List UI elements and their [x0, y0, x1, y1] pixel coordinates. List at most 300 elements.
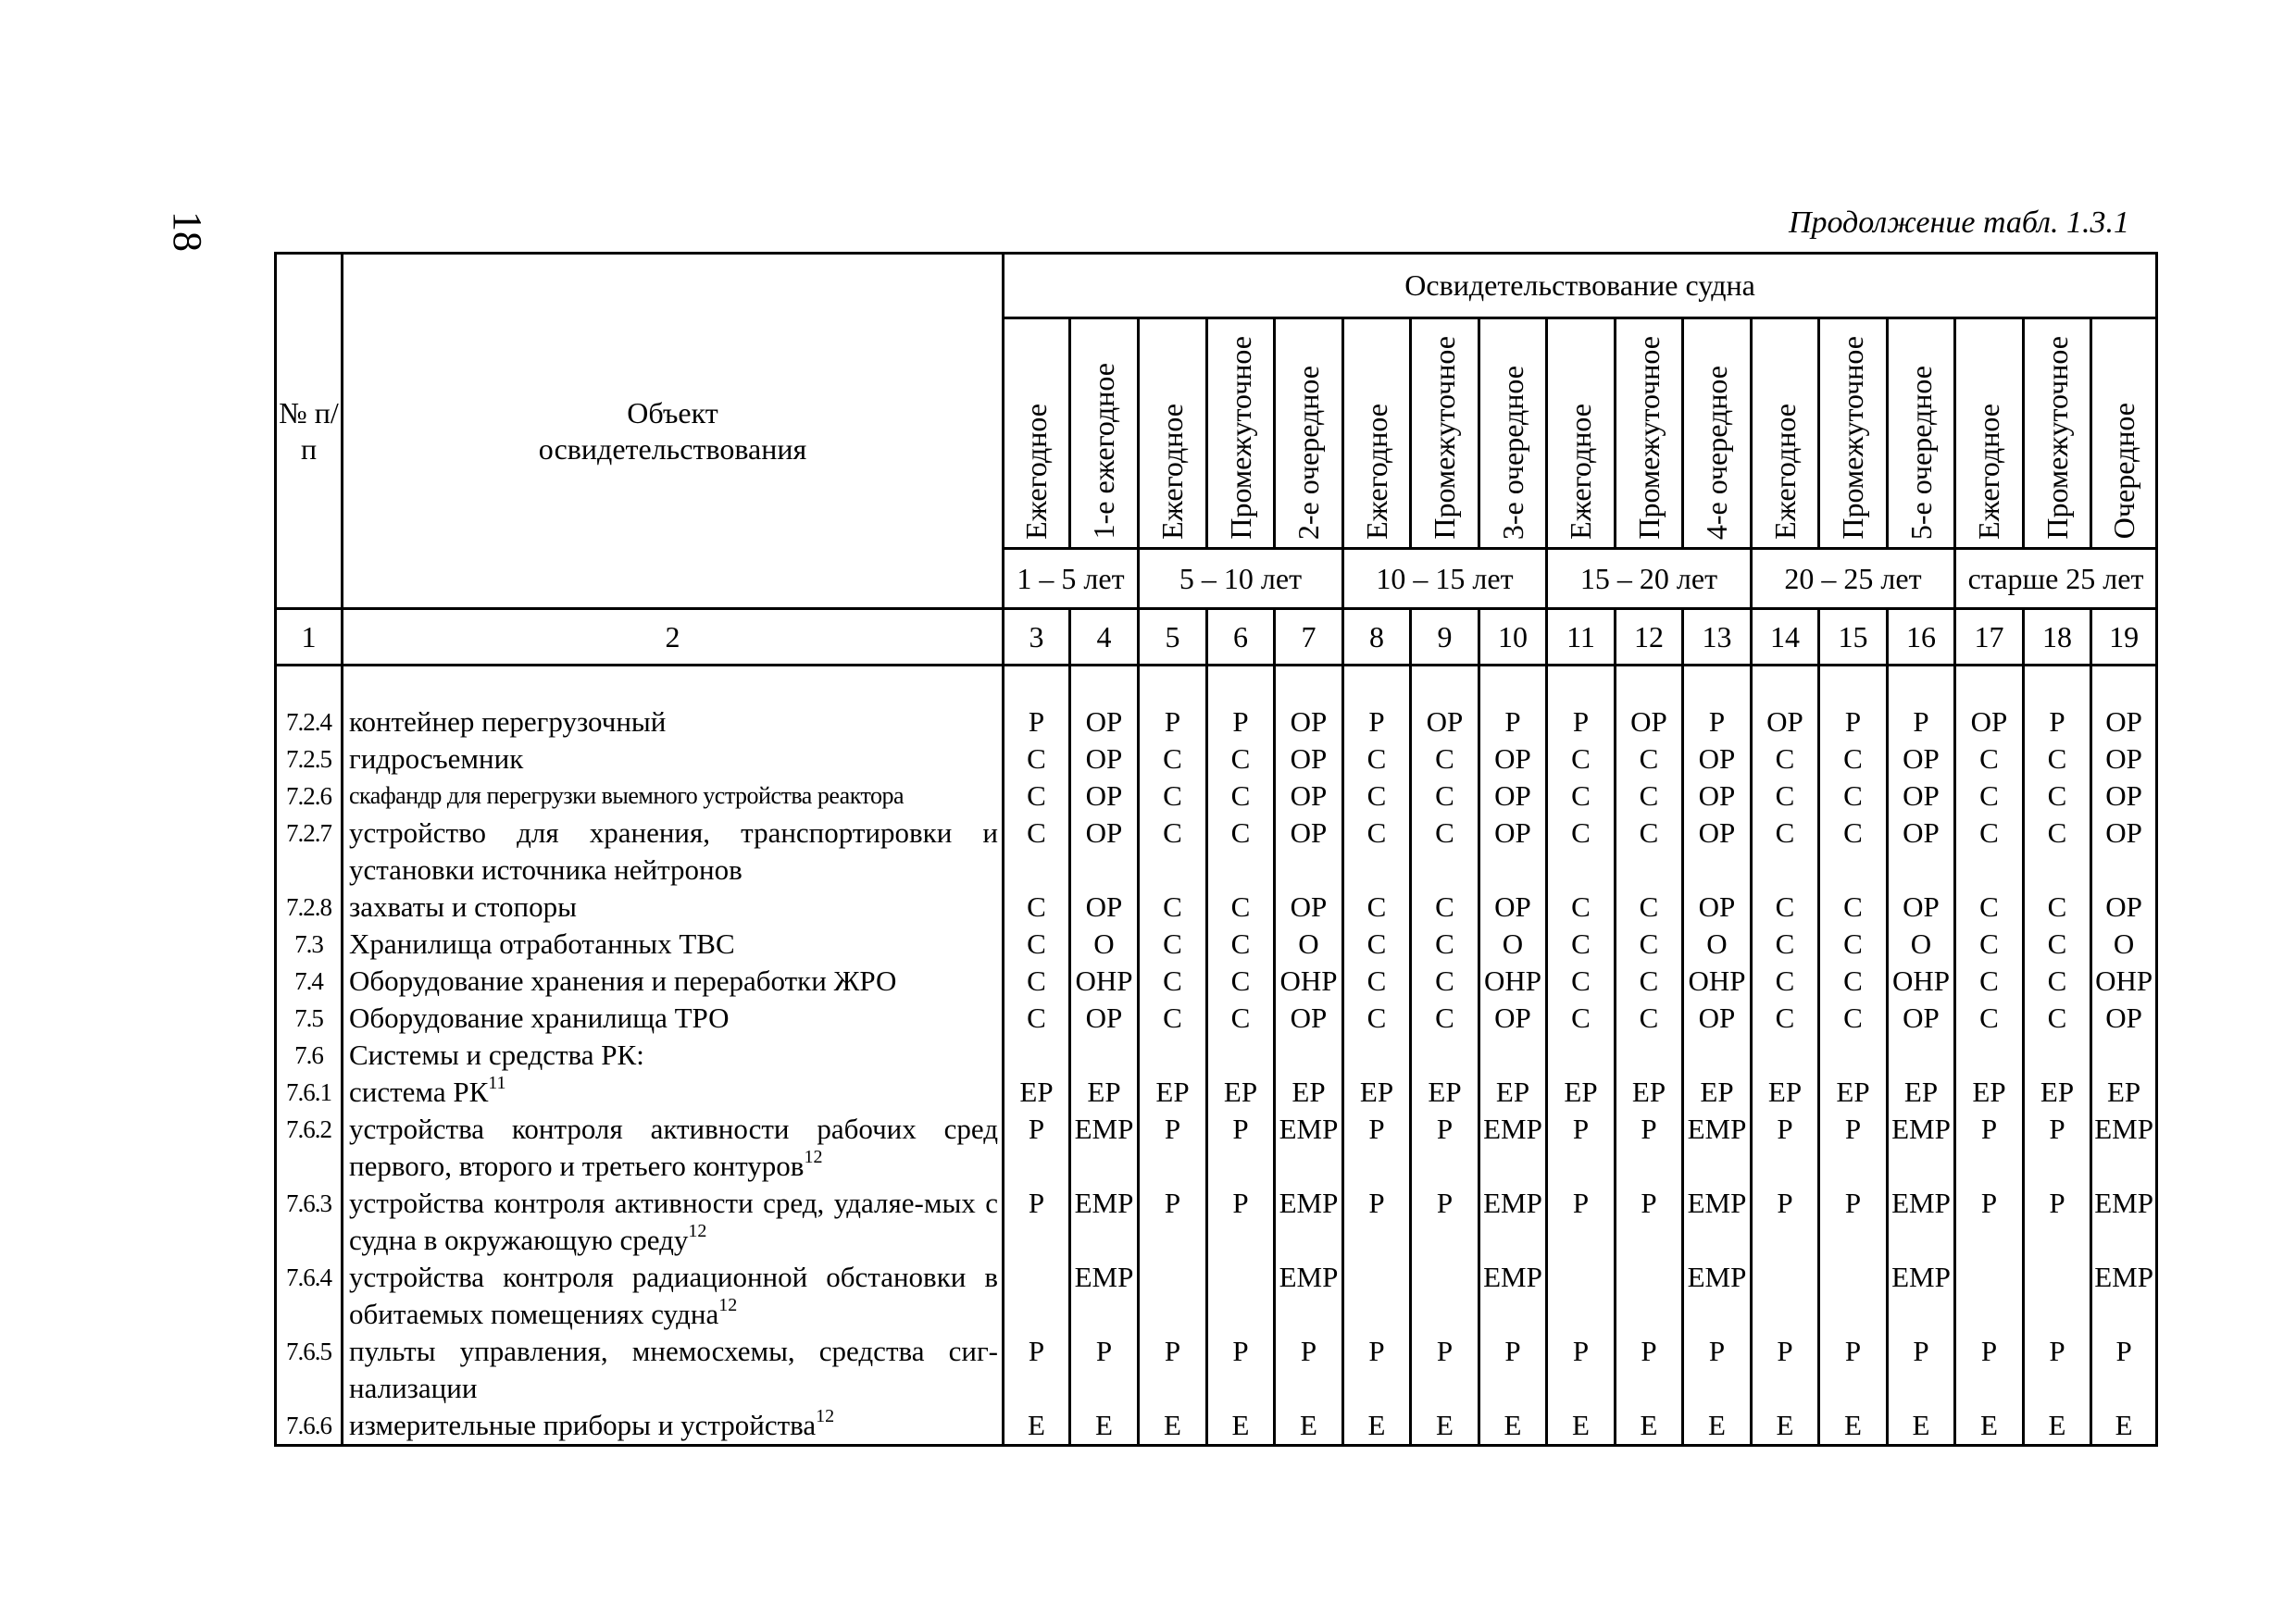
column-number: 16 [1888, 609, 1955, 666]
survey-value [1752, 1037, 1819, 1074]
survey-value: Е [1752, 1407, 1819, 1446]
survey-value: С [1616, 889, 1683, 926]
survey-value: ОР [2091, 741, 2157, 778]
survey-value: ЕМР [1070, 1185, 1139, 1259]
survey-value [1139, 1259, 1207, 1333]
survey-value: С [1955, 778, 2024, 815]
survey-value: ЕР [2024, 1074, 2091, 1111]
row-number: 7.6 [276, 1037, 343, 1074]
row-object [343, 1111, 1004, 1185]
column-number: 11 [1547, 609, 1616, 666]
column-number: 13 [1683, 609, 1752, 666]
survey-value [1955, 1037, 2024, 1074]
column-number: 10 [1479, 609, 1547, 666]
survey-value: ЕР [1411, 1074, 1479, 1111]
column-number: 18 [2024, 609, 2091, 666]
survey-value: С [2024, 1000, 2091, 1037]
survey-value: С [1616, 1000, 1683, 1037]
survey-value: С [2024, 815, 2091, 889]
survey-value: С [1752, 963, 1819, 1000]
survey-value [1004, 1037, 1070, 1074]
survey-value: С [1004, 889, 1070, 926]
survey-value: Р [1139, 703, 1207, 741]
survey-value: ОР [2091, 1000, 2157, 1037]
table-row [276, 741, 2157, 778]
survey-type-label: Промежуточное [1223, 336, 1257, 540]
survey-value: С [1411, 741, 1479, 778]
survey-value: Р [1207, 1111, 1275, 1185]
table-row [276, 1185, 2157, 1259]
survey-value [1070, 1037, 1139, 1074]
survey-value: Р [1004, 703, 1070, 741]
survey-value [1411, 1259, 1479, 1333]
survey-value: Р [1819, 1333, 1888, 1407]
row-number: 7.6.2 [276, 1111, 343, 1185]
survey-value: С [1752, 741, 1819, 778]
survey-type-header [1004, 318, 1070, 549]
survey-value: С [1547, 778, 1616, 815]
survey-value: С [1752, 1000, 1819, 1037]
survey-value: Р [1207, 1185, 1275, 1259]
table-row [276, 1111, 2157, 1185]
survey-value: Р [1343, 1333, 1411, 1407]
survey-value: ОР [1275, 741, 1343, 778]
survey-value: Р [1411, 1185, 1479, 1259]
table-row [276, 963, 2157, 1000]
survey-value: ОР [2091, 889, 2157, 926]
survey-type-header [1343, 318, 1411, 549]
survey-value: ЕМР [1275, 1185, 1343, 1259]
header-survey: Освидетельствование судна [1004, 254, 2157, 318]
survey-value: Р [1752, 1111, 1819, 1185]
table-row [276, 1074, 2157, 1111]
row-object-text: пульты управления, мнемосхемы, средства сиг-нализации [349, 1335, 998, 1404]
survey-value: О [1888, 926, 1955, 963]
survey-value: ОР [1275, 1000, 1343, 1037]
age-group: 10 – 15 лет [1343, 549, 1547, 609]
row-object [343, 889, 1004, 926]
survey-value: Р [1343, 1185, 1411, 1259]
survey-value: ЕМР [2091, 1111, 2157, 1185]
row-object [343, 1000, 1004, 1037]
column-number: 6 [1207, 609, 1275, 666]
survey-value: ЕМР [1479, 1259, 1547, 1333]
survey-value: Е [1955, 1407, 2024, 1446]
survey-value: ЕР [1547, 1074, 1616, 1111]
survey-value: С [1819, 778, 1888, 815]
survey-type-header [2024, 318, 2091, 549]
survey-value: С [1411, 926, 1479, 963]
survey-value [1616, 1037, 1683, 1074]
survey-value [1547, 1037, 1616, 1074]
survey-value: ЕР [2091, 1074, 2157, 1111]
survey-value: ОР [1479, 741, 1547, 778]
survey-value: ОР [1479, 815, 1547, 889]
survey-value: С [1819, 963, 1888, 1000]
footnote-ref: 11 [488, 1073, 506, 1093]
survey-value [1411, 1037, 1479, 1074]
survey-value: ОР [2091, 703, 2157, 741]
survey-value: ЕМР [1070, 1111, 1139, 1185]
survey-value: ЕР [1070, 1074, 1139, 1111]
column-number: 4 [1070, 609, 1139, 666]
column-number: 19 [2091, 609, 2157, 666]
survey-value: С [1411, 1000, 1479, 1037]
table-row [276, 815, 2157, 889]
survey-value: ОР [1888, 1000, 1955, 1037]
column-number-row [276, 609, 2157, 666]
table-row [276, 1037, 2157, 1074]
table-caption: Продолжение табл. 1.3.1 [1788, 205, 2129, 240]
row-number: 7.2.8 [276, 889, 343, 926]
survey-value: ОР [1070, 741, 1139, 778]
survey-value: С [1819, 926, 1888, 963]
survey-value: Р [1207, 703, 1275, 741]
survey-value: С [1752, 778, 1819, 815]
row-number: 7.4 [276, 963, 343, 1000]
row-object-text: контейнер перегрузочный [349, 705, 667, 738]
survey-value: С [1343, 926, 1411, 963]
survey-value: Р [1275, 1333, 1343, 1407]
survey-value [1752, 1259, 1819, 1333]
row-number: 7.2.5 [276, 741, 343, 778]
survey-value: С [1955, 926, 2024, 963]
survey-value: Р [1616, 1111, 1683, 1185]
survey-value: ЕР [1752, 1074, 1819, 1111]
row-object-text: устройство для хранения, транспортировки и установки источника нейтронов [349, 816, 998, 886]
row-object [343, 703, 1004, 741]
survey-value: ОНР [1683, 963, 1752, 1000]
survey-value: С [1955, 815, 2024, 889]
survey-type-header [1275, 318, 1343, 549]
survey-value: ОНР [1275, 963, 1343, 1000]
survey-type-header [1207, 318, 1275, 549]
survey-value: ЕМР [1479, 1185, 1547, 1259]
survey-value: Р [1547, 703, 1616, 741]
survey-value: ОР [2091, 815, 2157, 889]
survey-value [1275, 1037, 1343, 1074]
survey-value: С [1343, 815, 1411, 889]
survey-value: ЕР [1955, 1074, 2024, 1111]
survey-value: Р [1547, 1333, 1616, 1407]
column-number: 8 [1343, 609, 1411, 666]
survey-value: О [2091, 926, 2157, 963]
survey-type-header [1411, 318, 1479, 549]
survey-type-label: Промежуточное [1836, 336, 1870, 540]
row-number: 7.6.5 [276, 1333, 343, 1407]
survey-value: С [2024, 778, 2091, 815]
survey-value: ЕМР [1479, 1111, 1547, 1185]
survey-value: ОР [1888, 778, 1955, 815]
survey-value: С [1547, 926, 1616, 963]
survey-value: ОР [1275, 703, 1343, 741]
survey-value: Р [1888, 1333, 1955, 1407]
survey-value: С [1411, 889, 1479, 926]
column-number: 1 [276, 609, 343, 666]
survey-value: ЕР [1616, 1074, 1683, 1111]
survey-value: С [1139, 741, 1207, 778]
survey-type-label: Промежуточное [1428, 336, 1462, 540]
survey-value: Р [1479, 703, 1547, 741]
survey-value: Р [2024, 703, 2091, 741]
survey-value: Е [1819, 1407, 1888, 1446]
survey-value: ОР [1955, 703, 2024, 741]
survey-value: Е [1616, 1407, 1683, 1446]
survey-value: Р [1479, 1333, 1547, 1407]
row-object-text: захваты и стопоры [349, 890, 577, 923]
survey-type-header [1819, 318, 1888, 549]
survey-value: ЕР [1343, 1074, 1411, 1111]
survey-value: С [1411, 815, 1479, 889]
column-number: 2 [343, 609, 1004, 666]
survey-value: ОР [1070, 889, 1139, 926]
survey-value: С [1004, 1000, 1070, 1037]
survey-value: С [1004, 741, 1070, 778]
survey-value: ОР [1070, 703, 1139, 741]
survey-value: Р [1955, 1111, 2024, 1185]
row-object-text: Оборудование хранилища ТРО [349, 1002, 730, 1034]
row-object-text: Оборудование хранения и переработки ЖРО [349, 965, 897, 997]
survey-value: ЕР [1888, 1074, 1955, 1111]
survey-value: Е [1139, 1407, 1207, 1446]
survey-value: ОР [1479, 778, 1547, 815]
row-object [343, 926, 1004, 963]
survey-value: С [2024, 889, 2091, 926]
survey-value: ОР [1752, 703, 1819, 741]
survey-value [1207, 1259, 1275, 1333]
table-row [276, 703, 2157, 741]
survey-value: ОР [1070, 778, 1139, 815]
column-number: 15 [1819, 609, 1888, 666]
survey-value: Р [1411, 1333, 1479, 1407]
column-number: 3 [1004, 609, 1070, 666]
survey-value: ОР [1683, 889, 1752, 926]
survey-value: Р [1139, 1111, 1207, 1185]
survey-value: ЕМР [1683, 1259, 1752, 1333]
row-object [343, 741, 1004, 778]
row-object-text: устройства контроля активности рабочих сред первого, второго и третьего контуров [349, 1113, 998, 1182]
survey-type-label: 2-е очередное [1292, 365, 1326, 540]
survey-value [2091, 1037, 2157, 1074]
survey-value: С [1752, 815, 1819, 889]
survey-type-label: Ежегодное [1972, 403, 2006, 540]
survey-value: С [1616, 926, 1683, 963]
survey-value: С [1547, 889, 1616, 926]
survey-value: Р [1343, 1111, 1411, 1185]
survey-value: С [1207, 741, 1275, 778]
survey-value: С [1547, 963, 1616, 1000]
survey-value [1819, 1259, 1888, 1333]
age-group: 5 – 10 лет [1139, 549, 1343, 609]
survey-value [1207, 1037, 1275, 1074]
survey-value: Р [1547, 1111, 1616, 1185]
survey-value: Р [2024, 1333, 2091, 1407]
survey-value: ОР [1888, 815, 1955, 889]
row-object-text: Системы и средства РК: [349, 1039, 644, 1071]
survey-value: С [2024, 741, 2091, 778]
survey-value: Р [1683, 703, 1752, 741]
row-number: 7.2.6 [276, 778, 343, 815]
row-number: 7.2.7 [276, 815, 343, 889]
survey-type-header [1139, 318, 1207, 549]
survey-value: С [1819, 1000, 1888, 1037]
row-object [343, 1185, 1004, 1259]
survey-value: Е [1207, 1407, 1275, 1446]
row-object [343, 1074, 1004, 1111]
survey-type-header [1752, 318, 1819, 549]
row-object-text: устройства контроля активности сред, удаляе-мых с судна в окружающую среду [349, 1187, 998, 1256]
survey-value: С [1343, 1000, 1411, 1037]
survey-value [1547, 1259, 1616, 1333]
survey-value: С [1955, 1000, 2024, 1037]
survey-value: ОР [1275, 889, 1343, 926]
survey-value: ЕР [1819, 1074, 1888, 1111]
survey-value: С [1207, 963, 1275, 1000]
survey-value: Е [1343, 1407, 1411, 1446]
row-object [343, 778, 1004, 815]
survey-value: С [1411, 778, 1479, 815]
survey-value: ЕМР [1683, 1111, 1752, 1185]
survey-value: ОНР [1070, 963, 1139, 1000]
survey-value: О [1683, 926, 1752, 963]
row-object [343, 1259, 1004, 1333]
survey-value: Р [1547, 1185, 1616, 1259]
survey-value: ЕМР [1275, 1111, 1343, 1185]
survey-value: ОНР [1479, 963, 1547, 1000]
survey-type-label: 4-е очередное [1700, 365, 1734, 540]
survey-value: С [1343, 963, 1411, 1000]
survey-value: ЕР [1479, 1074, 1547, 1111]
survey-value: Р [1004, 1185, 1070, 1259]
survey-value: ЕР [1004, 1074, 1070, 1111]
survey-value: Р [1004, 1111, 1070, 1185]
survey-value: ОР [1070, 815, 1139, 889]
survey-value: ЕМР [1275, 1259, 1343, 1333]
survey-value: С [1139, 1000, 1207, 1037]
survey-type-label: Ежегодное [1359, 403, 1393, 540]
row-number: 7.6.4 [276, 1259, 343, 1333]
survey-value: С [1207, 889, 1275, 926]
survey-value: С [1139, 778, 1207, 815]
survey-value: Р [1004, 1333, 1070, 1407]
row-object [343, 963, 1004, 1000]
table-row [276, 778, 2157, 815]
survey-type-label: 3-е очередное [1495, 365, 1529, 540]
column-number: 17 [1955, 609, 2024, 666]
row-number: 7.6.3 [276, 1185, 343, 1259]
survey-value: С [1547, 741, 1616, 778]
survey-type-header [1683, 318, 1752, 549]
survey-value: ОР [1479, 1000, 1547, 1037]
survey-value: Е [1683, 1407, 1752, 1446]
survey-type-header [1479, 318, 1547, 549]
survey-value: ЕР [1207, 1074, 1275, 1111]
survey-type-label: Ежегодное [1767, 403, 1802, 540]
survey-type-label: Ежегодное [1564, 403, 1598, 540]
survey-value: С [1819, 889, 1888, 926]
survey-value: ОР [1683, 778, 1752, 815]
survey-type-header [1070, 318, 1139, 549]
survey-value [1479, 1037, 1547, 1074]
survey-value: ОР [1888, 741, 1955, 778]
survey-value: ЕМР [2091, 1259, 2157, 1333]
survey-value: Р [1343, 703, 1411, 741]
survey-value: С [1752, 889, 1819, 926]
age-group: 1 – 5 лет [1004, 549, 1139, 609]
row-object [343, 815, 1004, 889]
survey-value: ЕМР [1888, 1259, 1955, 1333]
survey-value: С [1343, 889, 1411, 926]
survey-value: О [1070, 926, 1139, 963]
survey-value: Р [1955, 1333, 2024, 1407]
survey-value: ОНР [1888, 963, 1955, 1000]
table-row [276, 1333, 2157, 1407]
survey-value: С [1819, 741, 1888, 778]
survey-value [1139, 1037, 1207, 1074]
survey-value [1343, 1259, 1411, 1333]
survey-value: Р [1819, 703, 1888, 741]
survey-type-label: Ежегодное [1019, 403, 1054, 540]
survey-type-label: Ежегодное [1155, 403, 1190, 540]
survey-value: Е [2024, 1407, 2091, 1446]
survey-type-label: Промежуточное [1631, 336, 1666, 540]
survey-value: ОР [1888, 889, 1955, 926]
column-number: 5 [1139, 609, 1207, 666]
survey-value: С [2024, 926, 2091, 963]
survey-value: С [1139, 963, 1207, 1000]
survey-value: ЕМР [2091, 1185, 2157, 1259]
survey-value: Р [2024, 1111, 2091, 1185]
survey-value: Р [1819, 1111, 1888, 1185]
row-object-text: гидросъемник [349, 742, 524, 775]
age-group: 15 – 20 лет [1547, 549, 1752, 609]
survey-value: ОР [1275, 815, 1343, 889]
survey-type-label: 1-е ежегодное [1087, 363, 1121, 540]
survey-value: Р [1683, 1333, 1752, 1407]
survey-value: Р [1955, 1185, 2024, 1259]
row-object [343, 1333, 1004, 1407]
survey-value: С [1004, 963, 1070, 1000]
survey-value: Р [1752, 1333, 1819, 1407]
survey-value: ЕМР [1683, 1185, 1752, 1259]
row-object [343, 1407, 1004, 1446]
survey-value: С [1616, 963, 1683, 1000]
survey-value: Р [1819, 1185, 1888, 1259]
row-number: 7.6.1 [276, 1074, 343, 1111]
survey-type-header [1888, 318, 1955, 549]
survey-value: Р [1411, 1111, 1479, 1185]
survey-value: С [1411, 963, 1479, 1000]
survey-value: С [1004, 778, 1070, 815]
survey-value: ЕМР [1888, 1111, 1955, 1185]
survey-value: С [1819, 815, 1888, 889]
column-number: 12 [1616, 609, 1683, 666]
survey-value: С [1139, 926, 1207, 963]
survey-value: Р [1888, 703, 1955, 741]
survey-value: О [1479, 926, 1547, 963]
survey-type-header [1616, 318, 1683, 549]
row-object-text: устройства контроля радиационной обстановки в обитаемых помещениях судна [349, 1261, 998, 1330]
table-body [276, 666, 2157, 1446]
survey-value [2024, 1037, 2091, 1074]
survey-value: С [1139, 815, 1207, 889]
survey-value: С [1343, 741, 1411, 778]
survey-value: Р [1752, 1185, 1819, 1259]
row-object-text: измерительные приборы и устройства [349, 1409, 817, 1441]
survey-value: С [1139, 889, 1207, 926]
row-object-text: система РК [349, 1076, 489, 1108]
age-group: 20 – 25 лет [1752, 549, 1955, 609]
